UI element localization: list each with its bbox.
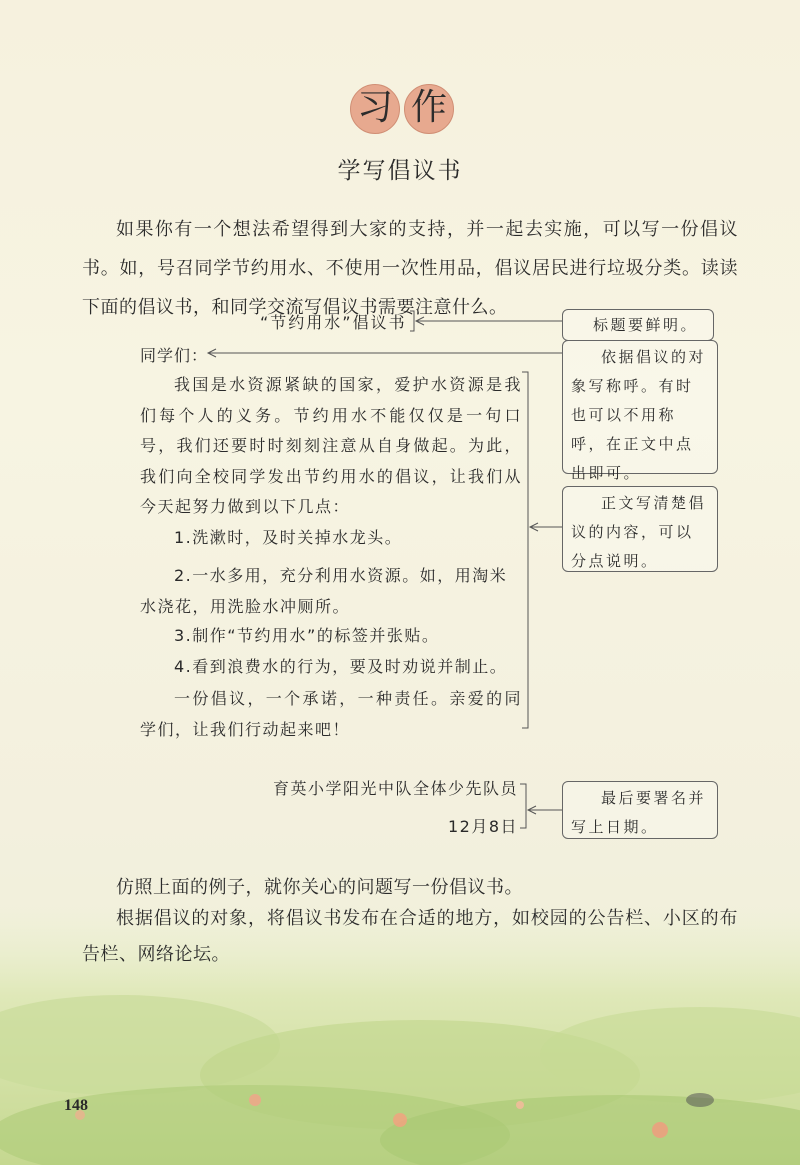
letter-closing: 一份倡议，一个承诺，一种责任。亲爱的同学们，让我们行动起来吧！ bbox=[140, 689, 522, 739]
outro-instruction: 仿照上面的例子，就你关心的问题写一份倡议书。 bbox=[116, 877, 523, 898]
note-signature: 最后要署名并写上日期。 bbox=[562, 781, 718, 839]
letter-list-item: 2.一水多用，充分利用水资源。如，用淘米水浇花，用洗脸水冲厕所。 bbox=[140, 566, 508, 616]
title-char-circle: 作 bbox=[404, 84, 454, 134]
title-char-circle: 习 bbox=[350, 84, 400, 134]
note-body: 正文写清楚倡议的内容，可以分点说明。 bbox=[562, 486, 718, 572]
page-number: 148 bbox=[64, 1097, 88, 1114]
letter-date: 12月8日 bbox=[447, 817, 518, 836]
note-title: 标题要鲜明。 bbox=[562, 309, 714, 341]
letter-title: “节约用水”倡议书 bbox=[260, 313, 407, 332]
note-salutation: 依据倡议的对象写称呼。有时也可以不用称呼，在正文中点出即可。 bbox=[562, 340, 718, 474]
letter-salutation: 同学们： bbox=[140, 346, 209, 365]
letter-body-paragraph: 我国是水资源紧缺的国家，爱护水资源是我们每个人的义务。节约用水不能仅仅是一句口号，我们还要时时刻刻注意从自身做起。为此，我们向全校同学发出节约用水的倡议，让我们从今天起努力做到以下几点： bbox=[140, 375, 522, 516]
lesson-subtitle: 学写倡议书 bbox=[337, 158, 463, 184]
intro-paragraph: 如果你有一个想法希望得到大家的支持，并一起去实施，可以写一份倡议书。如，号召同学节约用水、不使用一次性用品，倡议居民进行垃圾分类。读读下面的倡议书，和同学交流写倡议书需要注意什么。 bbox=[82, 219, 738, 318]
letter-signer: 育英小学阳光中队全体少先队员 bbox=[272, 779, 518, 798]
letter-list-item: 3.制作“节约用水”的标签并张贴。 bbox=[174, 626, 440, 645]
letter-list-item: 4.看到浪费水的行为，要及时劝说并制止。 bbox=[174, 657, 508, 676]
outro-tip: 根据倡议的对象，将倡议书发布在合适的地方，如校园的公告栏、小区的布告栏、网络论坛。 bbox=[82, 908, 738, 965]
letter-list-item: 1.洗漱时，及时关掉水龙头。 bbox=[174, 528, 403, 547]
